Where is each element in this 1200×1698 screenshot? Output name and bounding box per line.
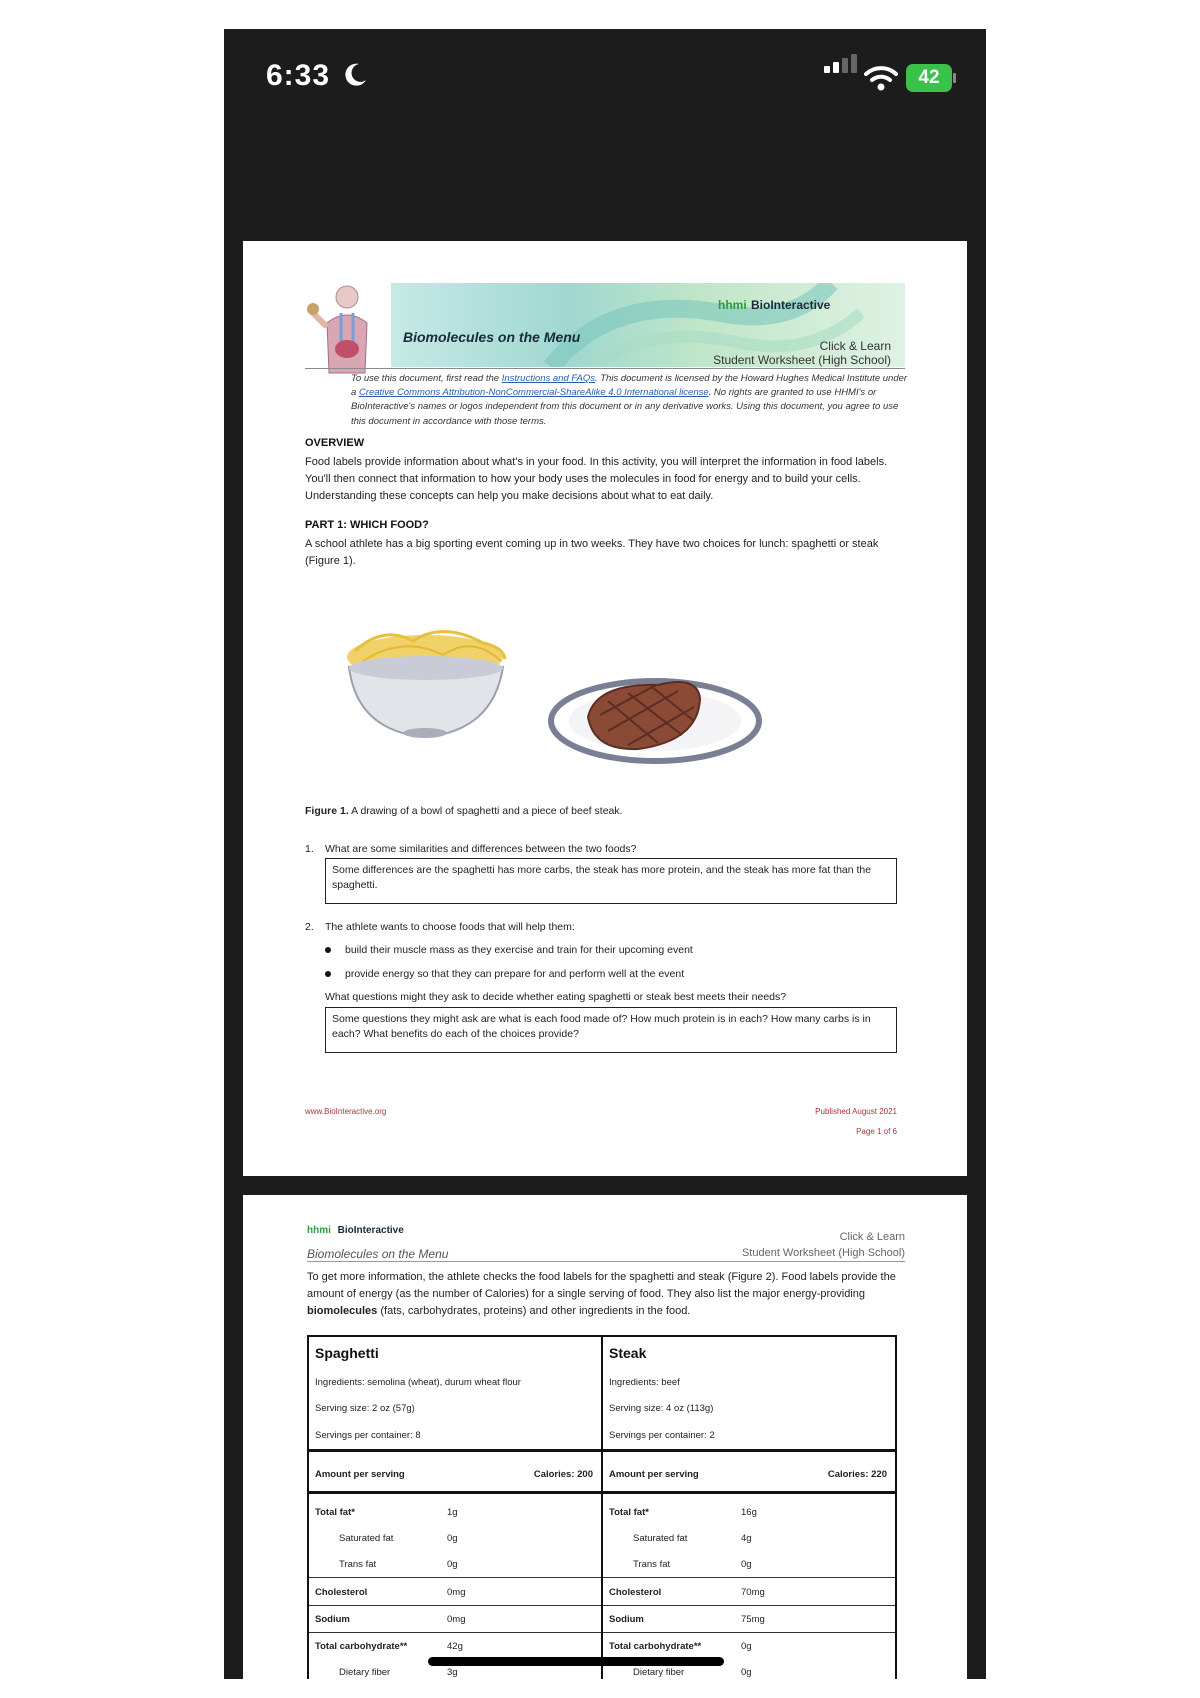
row-label-saturated-fat: Saturated fat (633, 1533, 688, 1544)
page2-intro-paragraph: To get more information, the athlete checks the food labels for the spaghetti and steak (Figure 2). Food labels provide the amount of energy (as the number of Calories) for a single serving of food. They also list the major energy-providing biomolecules (fats, carbohydrates, proteins) and other ingredients in the food. (307, 1271, 896, 1317)
row-label-dietary-fiber: Dietary fiber (633, 1667, 685, 1678)
row-value-trans-fat: 0g (741, 1559, 752, 1570)
page2-click-learn: Click & Learn (839, 1231, 905, 1243)
worksheet-label: Student Worksheet (High School) (713, 353, 891, 367)
steak-plate-illustration (548, 671, 763, 766)
label-amount-per-serving: Amount per serving (315, 1469, 405, 1480)
part1-heading: PART 1: WHICH FOOD? (305, 519, 429, 531)
document-title: Biomolecules on the Menu (403, 329, 581, 345)
label-calories: Calories: 220 (827, 1469, 887, 1480)
label-servings: Servings per container: 2 (609, 1430, 715, 1441)
row-value-total-carbohydrate: 42g (447, 1641, 463, 1652)
spaghetti-bowl-illustration (343, 621, 513, 746)
label-title: Spaghetti (315, 1345, 379, 1361)
page2-header-rule (307, 1261, 905, 1262)
hhmi-logo-text: hhmi (718, 298, 747, 312)
human-body-illustration (305, 283, 387, 375)
row-value-dietary-fiber: 0g (741, 1667, 752, 1678)
label-divider (603, 1449, 895, 1452)
document-page-2[interactable] (243, 1195, 967, 1679)
status-bar (224, 29, 986, 119)
row-value-cholesterol: 0mg (447, 1587, 466, 1598)
label-divider (309, 1632, 601, 1633)
home-indicator[interactable] (428, 1657, 724, 1666)
label-divider (603, 1632, 895, 1633)
row-value-total-carbohydrate: 0g (741, 1641, 752, 1652)
row-label-trans-fat: Trans fat (633, 1559, 671, 1570)
row-label-total-fat: Total fat* (609, 1507, 649, 1518)
wifi-icon (864, 64, 898, 92)
license-text: To use this document, first read the Instructions and FAQs. This document is licensed by the Howard Hughes Medical Institute under a Creative Commons Attribution-NonCommercial-ShareAlike 4.0 International license. No rights are granted to use HHMI's or BioInteractive's names or logos independent from this document or in any derivative works. Using this document, you agree to use this document in accordance with those terms. (351, 373, 908, 427)
bullet-dot (325, 947, 331, 953)
row-label-cholesterol: Cholesterol (315, 1587, 368, 1598)
label-amount-per-serving: Amount per serving (609, 1469, 699, 1480)
answer-box-1[interactable]: Some differences are the spaghetti has more carbs, the steak has more protein, and the steak has more fat than the spaghetti. (325, 858, 897, 904)
label-divider (309, 1577, 601, 1578)
label-divider (603, 1491, 895, 1494)
row-label-trans-fat: Trans fat (339, 1559, 377, 1570)
page2-worksheet-label: Student Worksheet (High School) (741, 1247, 905, 1259)
figure-caption: Figure 1. A drawing of a bowl of spaghetti and a piece of beef steak. (305, 805, 623, 817)
click-learn-label: Click & Learn (819, 339, 891, 353)
label-ingredients: Ingredients: semolina (wheat), durum wheat flour (315, 1377, 521, 1388)
instructions-link[interactable]: Instructions and FAQs (501, 373, 595, 384)
hhmi-logo-text: hhmi (307, 1225, 331, 1236)
row-value-total-fat: 16g (741, 1507, 757, 1518)
label-divider (309, 1605, 601, 1606)
overview-heading: OVERVIEW (305, 437, 365, 449)
label-divider (309, 1491, 601, 1494)
label-servings: Servings per container: 8 (315, 1430, 421, 1441)
row-label-total-carbohydrate: Total carbohydrate** (609, 1641, 702, 1652)
row-label-total-fat: Total fat* (315, 1507, 355, 1518)
row-value-saturated-fat: 4g (741, 1533, 752, 1544)
footer-published: Published August 2021 (815, 1107, 897, 1116)
row-label-saturated-fat: Saturated fat (339, 1533, 394, 1544)
row-value-cholesterol: 70mg (741, 1587, 765, 1598)
overview-paragraph: Food labels provide information about what's in your food. In this activity, you will interpret the information in food labels. You'll then connect that information to how your body uses the molecules in food for energy and to build your cells. Understanding these concepts can help you make decisions about what to eat daily. (305, 456, 888, 502)
license-link[interactable]: Creative Commons Attribution-NonCommercial-ShareAlike 4.0 International license (358, 387, 709, 399)
steak-nutrition-label (601, 1335, 897, 1679)
label-serving-size: Serving size: 2 oz (57g) (315, 1403, 415, 1414)
footer-website: www.BioInteractive.org (305, 1107, 387, 1116)
label-divider (603, 1605, 895, 1606)
row-label-sodium: Sodium (315, 1614, 350, 1625)
answer-box-2[interactable]: Some questions they might ask are what is each food made of? How much protein is in each? How many carbs is in each? What benefits do each of the choices provide? (325, 1007, 897, 1053)
bullet-item-1: build their muscle mass as they exercise and train for their upcoming event (325, 944, 693, 956)
row-value-saturated-fat: 0g (447, 1533, 458, 1544)
label-title: Steak (609, 1345, 647, 1361)
row-value-trans-fat: 0g (447, 1559, 458, 1570)
moon-icon (342, 62, 368, 88)
row-value-sodium: 75mg (741, 1614, 765, 1625)
brand-logo (307, 1225, 404, 1236)
label-serving-size: Serving size: 4 oz (113g) (609, 1403, 714, 1414)
label-divider (603, 1577, 895, 1578)
row-value-sodium: 0mg (447, 1614, 466, 1625)
biointeractive-logo-text: BioInteractive (751, 298, 831, 312)
page2-document-title: Biomolecules on the Menu (307, 1247, 449, 1261)
question-1: 1. What are some similarities and differences between the two foods? (305, 843, 637, 855)
question-2-follow-up: What questions might they ask to decide whether eating spaghetti or steak best meets their needs? (325, 991, 787, 1003)
row-value-dietary-fiber: 3g (447, 1667, 458, 1678)
part1-paragraph: A school athlete has a big sporting event coming up in two weeks. They have two choices for lunch: spaghetti or steak (Figure 1). (305, 538, 879, 567)
document-page-1[interactable] (243, 241, 967, 1176)
row-label-cholesterol: Cholesterol (609, 1587, 662, 1598)
row-label-dietary-fiber: Dietary fiber (339, 1667, 391, 1678)
label-ingredients: Ingredients: beef (609, 1377, 680, 1388)
row-value-total-fat: 1g (447, 1507, 458, 1518)
bullet-item-2: provide energy so that they can prepare for and perform well at the event (325, 968, 684, 980)
question-2: 2. The athlete wants to choose foods that will help them: (305, 921, 575, 933)
header-rule (305, 368, 905, 369)
row-label-sodium: Sodium (609, 1614, 644, 1625)
battery-level: 42 (918, 67, 940, 88)
battery-indicator (906, 64, 952, 92)
label-divider (309, 1449, 601, 1452)
row-label-total-carbohydrate: Total carbohydrate** (315, 1641, 408, 1652)
phone-screen (224, 29, 986, 1679)
status-time: 6:33 (266, 59, 331, 92)
label-calories: Calories: 200 (533, 1469, 593, 1480)
battery-nub (953, 73, 956, 83)
footer-page-number: Page 1 of 6 (856, 1127, 897, 1136)
spaghetti-nutrition-label (307, 1335, 603, 1679)
bullet-dot (325, 971, 331, 977)
biointeractive-logo-text: BioInteractive (337, 1225, 404, 1236)
